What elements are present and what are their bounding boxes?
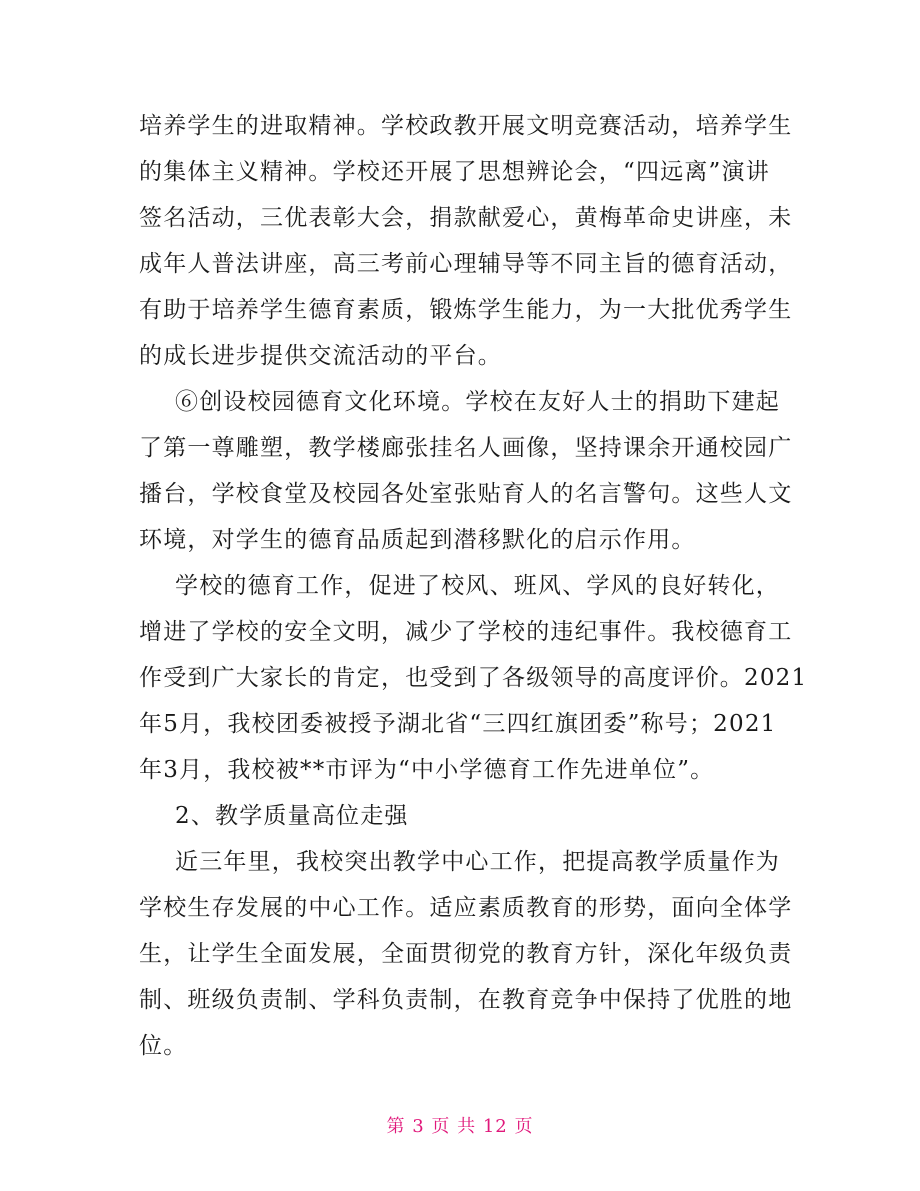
section-heading: 2、教学质量高位走强 bbox=[175, 803, 409, 829]
text-line: 年5月，我校团委被授予湖北省“三四红旗团委”称号；2021 bbox=[139, 711, 777, 737]
text-line: 年3月，我校被**市评为“中小学德育工作先进单位”。 bbox=[139, 757, 715, 783]
text-line: 播台，学校食堂及校园各处室张贴育人的名言警句。这些人文 bbox=[139, 481, 793, 507]
body-text bbox=[139, 103, 808, 1069]
text-line: 环境，对学生的德育品质起到潜移默化的启示作用。 bbox=[139, 527, 696, 553]
text-line: ⑥创设校园德育文化环境。学校在友好人士的捐助下建起 bbox=[175, 389, 780, 415]
text-line: 增进了学校的安全文明，减少了学校的违纪事件。我校德育工 bbox=[139, 619, 793, 645]
text-line: 了第一尊雕塑，教学楼廊张挂名人画像，坚持课余开通校园广 bbox=[139, 435, 793, 461]
text-line: 签名活动，三优表彰大会，捐款献爱心，黄梅革命史讲座，未 bbox=[139, 205, 793, 231]
text-line: 位。 bbox=[139, 1033, 188, 1059]
text-line: 生，让学生全面发展，全面贯彻党的教育方针，深化年级负责 bbox=[139, 941, 793, 967]
text-line: 的集体主义精神。学校还开展了思想辨论会，“四远离”演讲 bbox=[139, 159, 770, 185]
text-line: 近三年里，我校突出教学中心工作，把提高教学质量作为 bbox=[175, 849, 780, 875]
text-line: 制、班级负责制、学科负责制，在教育竞争中保持了优胜的地 bbox=[139, 987, 793, 1013]
text-line: 作受到广大家长的肯定，也受到了各级领导的高度评价。2021 bbox=[139, 665, 808, 691]
text-line: 有助于培养学生德育素质，锻炼学生能力，为一大批优秀学生 bbox=[139, 297, 793, 323]
text-line: 成年人普法讲座，高三考前心理辅导等不同主旨的德育活动， bbox=[139, 251, 793, 277]
text-line: 学校的德育工作，促进了校风、班风、学风的良好转化， bbox=[175, 573, 780, 599]
page-number-footer: 第 3 页 共 12 页 bbox=[386, 1116, 534, 1137]
text-line: 培养学生的进取精神。学校政教开展文明竞赛活动，培养学生 bbox=[139, 113, 793, 139]
text-line: 学校生存发展的中心工作。适应素质教育的形势，面向全体学 bbox=[139, 895, 793, 921]
text-line: 的成长进步提供交流活动的平台。 bbox=[139, 343, 502, 369]
